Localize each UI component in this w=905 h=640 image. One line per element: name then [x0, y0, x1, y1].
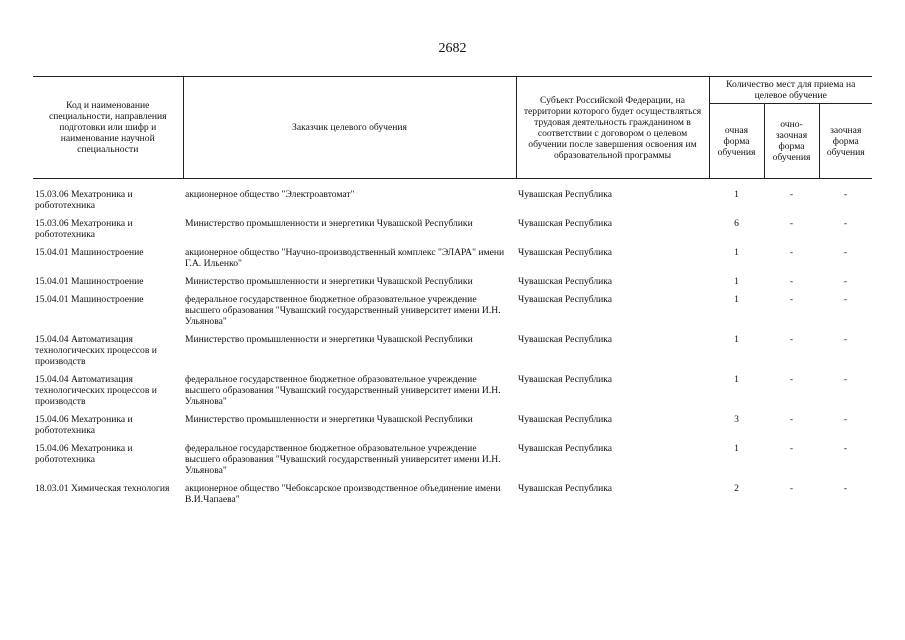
cell-code: 15.03.06 Мехатроника и робототехника: [35, 189, 133, 211]
cell-customer: Министерство промышленности и энергетики Чувашской Республики: [185, 414, 473, 425]
cell-extramural: -: [843, 247, 848, 258]
cell-customer: федеральное государственное бюджетное образовательное учреждение высшего образования "Чувашский государственный университет имени И.Н. Ульянова": [185, 443, 501, 476]
cell-extramural: -: [843, 276, 848, 287]
header-places: Количество мест для приема на целевое обучение: [709, 77, 872, 104]
cell-fulltime: 1: [734, 247, 739, 258]
cell-code: 15.03.06 Мехатроника и робототехника: [35, 218, 133, 240]
cell-region: Чувашская Республика: [518, 276, 613, 287]
cell-parttime: -: [789, 294, 794, 305]
cell-fulltime: 1: [734, 294, 739, 305]
table-row: [33, 374, 872, 414]
cell-customer: акционерное общество "Чебоксарское производственное объединение имени В.И.Чапаева": [185, 483, 501, 505]
header-customer: Заказчик целевого обучения: [183, 77, 516, 179]
header-extramural: заочная форма обучения: [819, 104, 872, 179]
cell-fulltime: 1: [734, 443, 739, 454]
cell-extramural: -: [843, 414, 848, 425]
cell-code: 15.04.01 Машиностроение: [35, 276, 144, 287]
header-fulltime: очная форма обучения: [709, 104, 764, 179]
cell-extramural: -: [843, 189, 848, 200]
cell-parttime: -: [789, 483, 794, 494]
cell-extramural: -: [843, 294, 848, 305]
cell-customer: Министерство промышленности и энергетики Чувашской Республики: [185, 276, 473, 287]
cell-fulltime: 6: [734, 218, 739, 229]
cell-customer: федеральное государственное бюджетное образовательное учреждение высшего образования "Чувашский государственный университет имени И.Н. Ульянова": [185, 294, 501, 327]
table-row: [33, 276, 872, 294]
cell-customer: акционерное общество "Научно-производственный комплекс "ЭЛАРА" имени Г.А. Ильенко": [185, 247, 505, 269]
cell-code: 18.03.01 Химическая технология: [35, 483, 170, 494]
target-admission-table: [33, 76, 872, 512]
cell-region: Чувашская Республика: [518, 414, 613, 425]
cell-region: Чувашская Республика: [518, 218, 613, 229]
cell-customer: Министерство промышленности и энергетики Чувашской Республики: [185, 334, 473, 345]
table-row: [33, 294, 872, 334]
cell-extramural: -: [843, 334, 848, 345]
cell-extramural: -: [843, 374, 848, 385]
cell-region: Чувашская Республика: [518, 334, 613, 345]
cell-code: 15.04.01 Машиностроение: [35, 247, 144, 258]
cell-fulltime: 1: [734, 334, 739, 345]
cell-customer: акционерное общество "Электроавтомат": [185, 189, 355, 200]
cell-extramural: -: [843, 218, 848, 229]
table-row: [33, 443, 872, 483]
table-row: [33, 483, 872, 512]
table-row: [33, 334, 872, 374]
cell-region: Чувашская Республика: [518, 189, 613, 200]
cell-region: Чувашская Республика: [518, 374, 613, 385]
cell-customer: федеральное государственное бюджетное образовательное учреждение высшего образования "Чувашский государственный университет имени И.Н. Ульянова": [185, 374, 501, 407]
header-region: Субъект Российской Федерации, на территории которого будет осуществляться трудовая деятельность гражданином в соответствии с договором о целевом обучении после завершения освоения им образовательной программы: [516, 77, 709, 179]
cell-code: 15.04.06 Мехатроника и робототехника: [35, 414, 133, 436]
table-row: [33, 247, 872, 276]
cell-parttime: -: [789, 276, 794, 287]
cell-region: Чувашская Республика: [518, 294, 613, 305]
cell-customer: Министерство промышленности и энергетики Чувашской Республики: [185, 218, 473, 229]
cell-fulltime: 3: [734, 414, 739, 425]
cell-extramural: -: [843, 443, 848, 454]
cell-parttime: -: [789, 374, 794, 385]
cell-fulltime: 2: [734, 483, 739, 494]
cell-fulltime: 1: [734, 276, 739, 287]
cell-code: 15.04.06 Мехатроника и робототехника: [35, 443, 133, 465]
table-row: [33, 414, 872, 443]
cell-parttime: -: [789, 443, 794, 454]
cell-fulltime: 1: [734, 374, 739, 385]
cell-region: Чувашская Республика: [518, 483, 613, 494]
cell-code: 15.04.01 Машиностроение: [35, 294, 144, 305]
cell-region: Чувашская Республика: [518, 443, 613, 454]
cell-parttime: -: [789, 334, 794, 345]
cell-fulltime: 1: [734, 189, 739, 200]
cell-parttime: -: [789, 189, 794, 200]
cell-extramural: -: [843, 483, 848, 494]
cell-parttime: -: [789, 218, 794, 229]
cell-region: Чувашская Республика: [518, 247, 613, 258]
cell-code: 15.04.04 Автоматизация технологических процессов и производств: [35, 334, 157, 367]
page-number: 2682: [438, 41, 467, 56]
cell-parttime: -: [789, 247, 794, 258]
table-row: [33, 218, 872, 247]
table-row: [33, 189, 872, 218]
header-parttime: очно-заочная форма обучения: [764, 104, 819, 179]
header-code: Код и наименование специальности, направления подготовки или шифр и наименование научной специальности: [33, 77, 183, 179]
cell-parttime: -: [789, 414, 794, 425]
cell-code: 15.04.04 Автоматизация технологических процессов и производств: [35, 374, 157, 407]
